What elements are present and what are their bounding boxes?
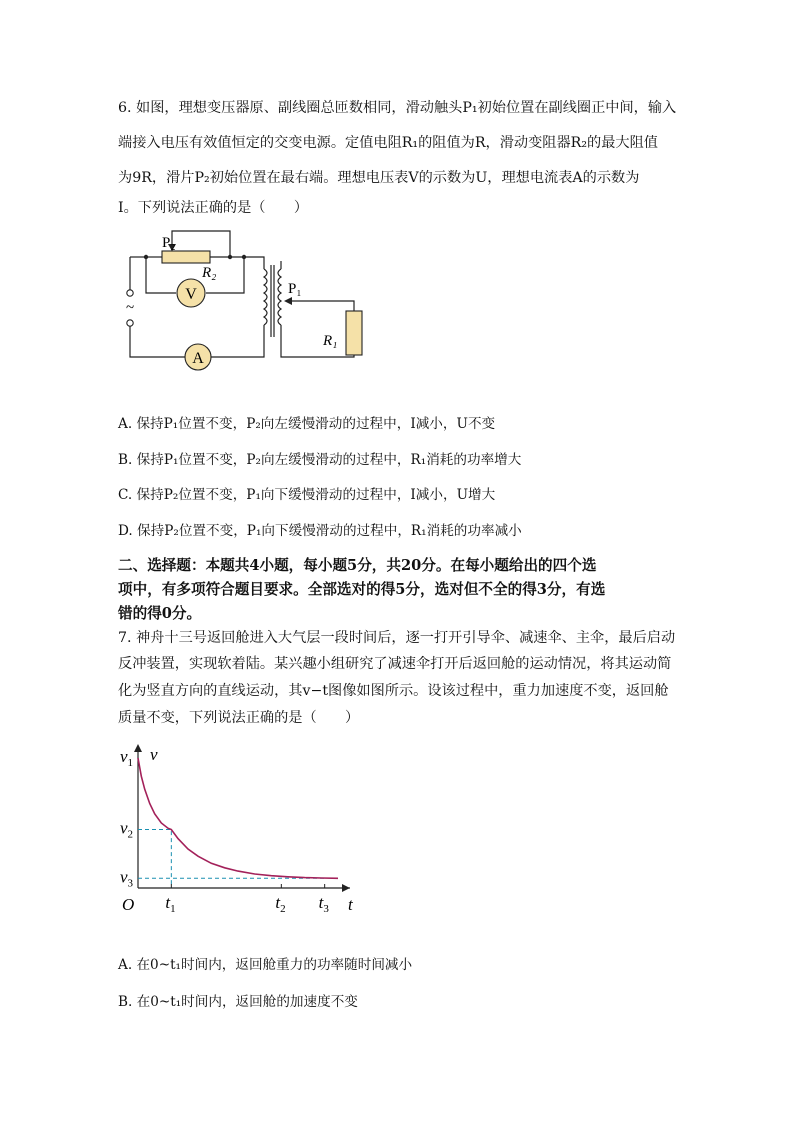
x-tick-t1: $t_1$ xyxy=(165,893,176,915)
p2-label: P₂ xyxy=(162,235,176,251)
r2-resistor xyxy=(162,251,210,263)
y-tick-v1: $v_1$ xyxy=(120,747,134,769)
section2-line-1: 二、选择题：本题共4小题，每小题5分，共20分。在每小题给出的四个选 xyxy=(118,557,597,574)
transformer-core xyxy=(271,265,274,337)
section2-line-2: 项中，有多项符合题目要求。全部选对的得5分，选对但不全的得3分，有选 xyxy=(118,581,606,598)
q6-option-b: B. 保持P₁位置不变，P₂向左缓慢滑动的过程中，R₁消耗的功率增大 xyxy=(118,452,522,468)
wire-top-right xyxy=(210,257,264,269)
junction-dot xyxy=(242,255,246,259)
x-tick-t2: $t_2$ xyxy=(275,893,286,915)
wire-bottom-right xyxy=(210,329,264,357)
q7-option-b: B. 在0~t₁时间内，返回舱的加速度不变 xyxy=(118,994,358,1010)
x-tick-t3: $t_3$ xyxy=(318,893,329,915)
q6-line-2: 端接入电压有效值恒定的交变电源。定值电阻R₁的阻值为R，滑动变阻器R₂的最大阻值 xyxy=(118,135,658,151)
q6-option-a: A. 保持P₁位置不变，P₂向左缓慢滑动的过程中，I减小，U不变 xyxy=(118,416,496,432)
r2-label: R₂ xyxy=(202,265,217,281)
q7-line-2: 反冲装置，实现软着陆。某兴趣小组研究了减速伞打开后返回舱的运动情况，将其运动简 xyxy=(118,656,672,672)
y-tick-v3: $v_3$ xyxy=(120,867,134,890)
voltmeter-label: V xyxy=(185,286,197,303)
transformer-circuit-figure xyxy=(118,225,368,380)
y-axis-label: v xyxy=(150,745,158,764)
wire-p1-tap xyxy=(288,301,354,311)
q6-option-d: D. 保持P₂位置不变，P₁向下缓慢滑动的过程中，R₁消耗的功率减小 xyxy=(118,523,522,539)
p1-arrow-icon xyxy=(284,297,292,305)
q6-line-3: 为9R，滑片P₂初始位置在最右端。理想电压表V的示数为U，理想电流表A的示数为 xyxy=(118,170,640,186)
primary-coil xyxy=(264,269,267,325)
y-tick-v2: $v_2$ xyxy=(120,818,134,841)
input-terminal-bottom xyxy=(127,320,133,326)
junction-dot xyxy=(228,255,232,259)
r1-label: R₁ xyxy=(323,333,338,349)
x-axis-label: t xyxy=(348,895,353,914)
q6-option-c: C. 保持P₂位置不变，P₁向下缓慢滑动的过程中，I减小，U增大 xyxy=(118,487,496,503)
r1-resistor xyxy=(346,311,362,355)
ac-source-symbol: ~ xyxy=(125,300,135,316)
vt-graph xyxy=(118,740,368,925)
input-terminal-top xyxy=(127,290,133,296)
q6-line-1: 6. 如图，理想变压器原、副线圈总匝数相同，滑动触头P₁初始位置在副线圈正中间，输入 xyxy=(118,100,677,116)
q6-line-4: I。下列说法正确的是（ ） xyxy=(118,200,309,216)
ammeter-label: A xyxy=(192,350,204,367)
secondary-coil xyxy=(278,269,281,325)
wire-left-bottom xyxy=(130,323,186,357)
q7-line-1: 7. 神舟十三号返回舱进入大气层一段时间后，逐一打开引导伞、减速伞、主伞，最后启动 xyxy=(118,630,676,646)
junction-dot xyxy=(144,255,148,259)
wire-secondary xyxy=(281,261,354,357)
q7-line-3: 化为竖直方向的直线运动，其v−t图像如图所示。设该过程中，重力加速度不变，返回舱 xyxy=(118,683,669,699)
origin-label: O xyxy=(122,895,135,914)
section2-line-3: 错的得0分。 xyxy=(118,605,202,622)
q7-option-a: A. 在0~t₁时间内，返回舱重力的功率随时间减小 xyxy=(118,957,413,973)
series-line-v xyxy=(138,758,338,878)
y-axis-arrow-icon xyxy=(134,744,142,752)
p1-label: P₁ xyxy=(288,281,302,297)
x-axis-arrow-icon xyxy=(342,884,350,892)
q7-line-4: 质量不变，下列说法正确的是（ ） xyxy=(118,710,360,726)
guide-v2-t1 xyxy=(138,830,171,889)
